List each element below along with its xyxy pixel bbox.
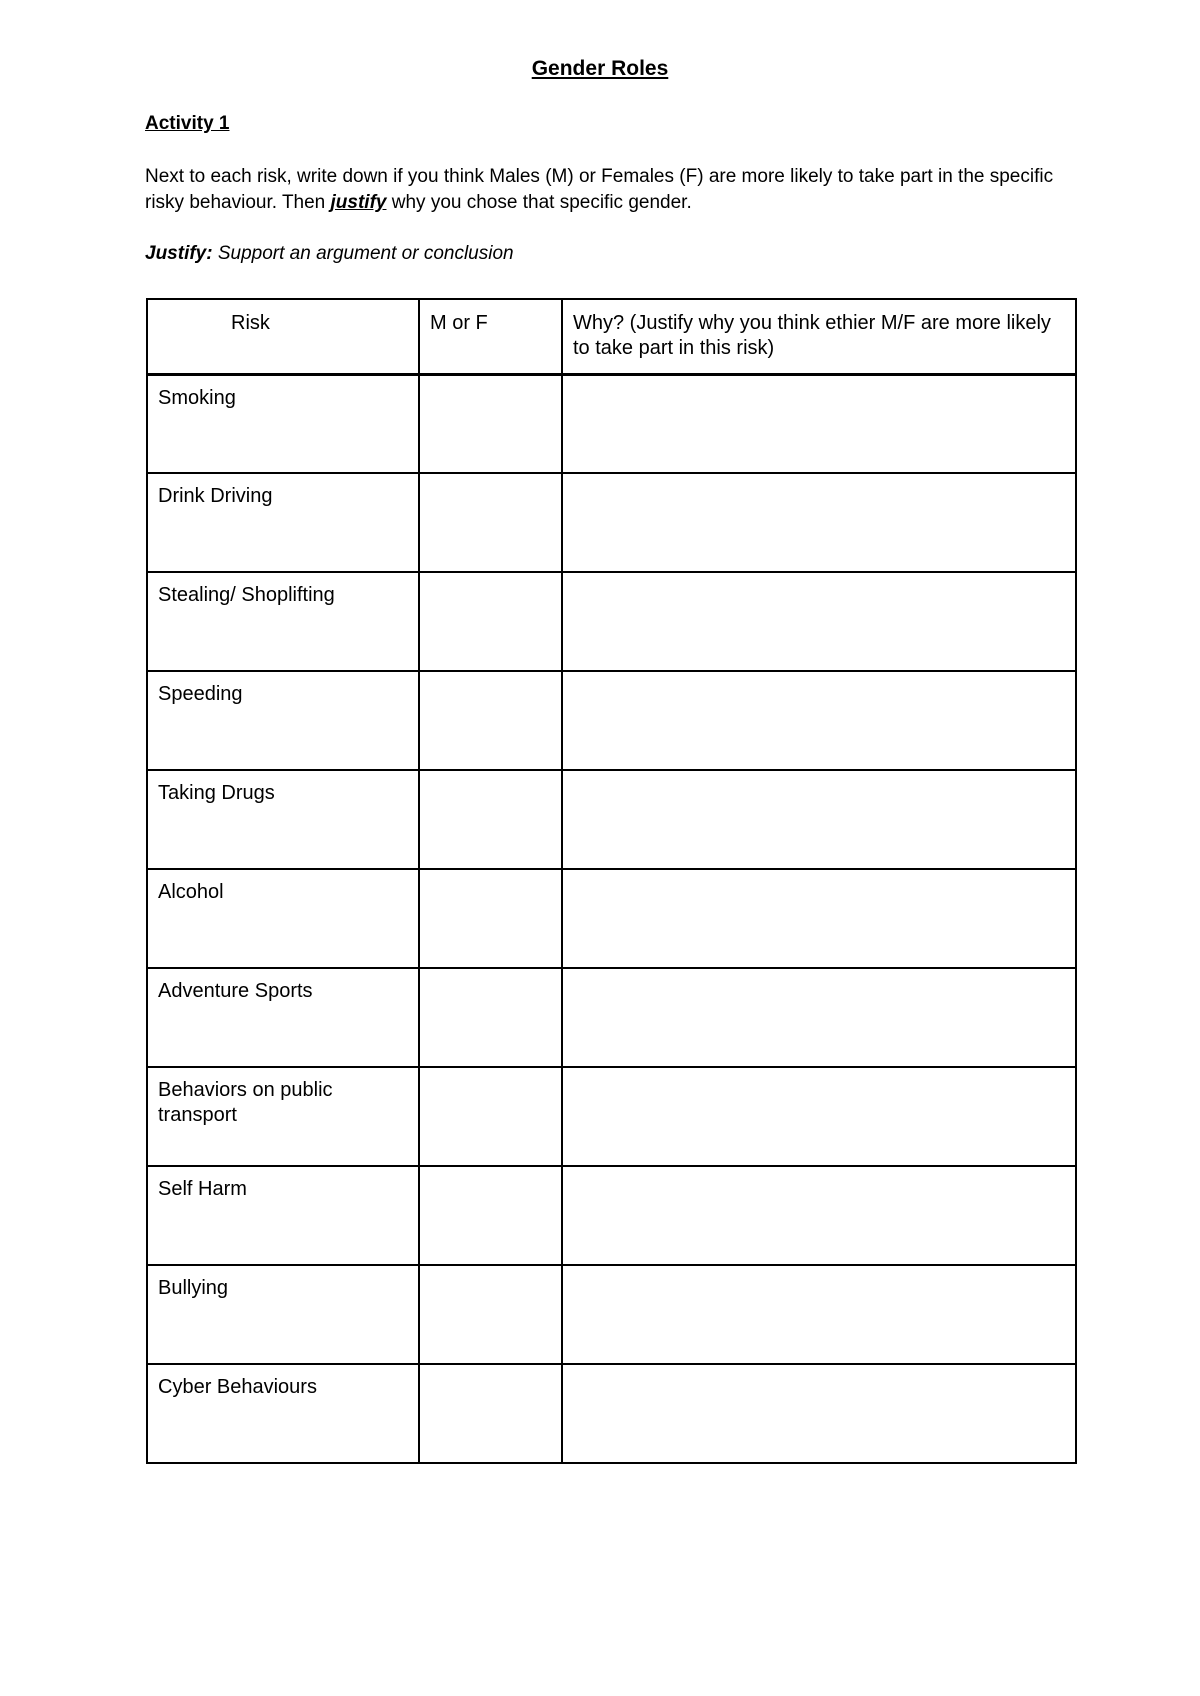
definition-term: Justify: (145, 243, 213, 264)
risk-cell: Speeding (147, 671, 419, 770)
why-answer-cell[interactable] (562, 671, 1076, 770)
why-answer-cell[interactable] (562, 968, 1076, 1067)
gender-answer-cell[interactable] (419, 1364, 562, 1463)
gender-answer-cell[interactable] (419, 1265, 562, 1364)
table-row (147, 374, 1076, 473)
risk-cell: Drink Driving (147, 473, 419, 572)
justify-keyword: justify (330, 192, 387, 213)
why-answer-cell[interactable] (562, 1364, 1076, 1463)
risk-cell: Smoking (147, 374, 419, 473)
risk-cell: Behaviors on public transport (147, 1067, 419, 1166)
header-why: Why? (Justify why you think ethier M/F are more likely to take part in this risk) (562, 299, 1076, 374)
why-answer-cell[interactable] (562, 1265, 1076, 1364)
instructions (145, 164, 1065, 216)
table-row (147, 572, 1076, 671)
instructions-text-end: why you chose that specific gender. (386, 192, 692, 213)
risk-cell: Self Harm (147, 1166, 419, 1265)
risk-table (146, 298, 1077, 1464)
risk-cell: Taking Drugs (147, 770, 419, 869)
gender-answer-cell[interactable] (419, 374, 562, 473)
gender-answer-cell[interactable] (419, 1067, 562, 1166)
risk-cell: Adventure Sports (147, 968, 419, 1067)
why-answer-cell[interactable] (562, 374, 1076, 473)
why-answer-cell[interactable] (562, 473, 1076, 572)
instructions-text: Next to each risk, write down if you think Males (M) or Females (F) are more likely to take part in the specific risky behaviour. Then (145, 166, 1054, 213)
header-gender: M or F (419, 299, 562, 374)
table-row (147, 1166, 1076, 1265)
table-row (147, 1265, 1076, 1364)
table-row (147, 1364, 1076, 1463)
gender-answer-cell[interactable] (419, 968, 562, 1067)
risk-cell: Stealing/ Shoplifting (147, 572, 419, 671)
page-title: Gender Roles (531, 57, 669, 80)
why-answer-cell[interactable] (562, 770, 1076, 869)
gender-answer-cell[interactable] (419, 473, 562, 572)
why-answer-cell[interactable] (562, 1067, 1076, 1166)
why-answer-cell[interactable] (562, 1166, 1076, 1265)
risk-cell: Alcohol (147, 869, 419, 968)
table-header-row (147, 299, 1076, 374)
table-row (147, 968, 1076, 1067)
table-row (147, 473, 1076, 572)
why-answer-cell[interactable] (562, 869, 1076, 968)
gender-answer-cell[interactable] (419, 1166, 562, 1265)
table-row (147, 869, 1076, 968)
gender-answer-cell[interactable] (419, 572, 562, 671)
gender-answer-cell[interactable] (419, 770, 562, 869)
activity-heading: Activity 1 (145, 113, 230, 134)
gender-answer-cell[interactable] (419, 671, 562, 770)
table-row (147, 770, 1076, 869)
risk-cell: Bullying (147, 1265, 419, 1364)
justify-definition (145, 242, 514, 266)
header-risk: Risk (147, 299, 419, 374)
why-answer-cell[interactable] (562, 572, 1076, 671)
definition-text: Support an argument or conclusion (212, 243, 514, 264)
risk-cell: Cyber Behaviours (147, 1364, 419, 1463)
table-row (147, 671, 1076, 770)
table-row (147, 1067, 1076, 1166)
gender-answer-cell[interactable] (419, 869, 562, 968)
